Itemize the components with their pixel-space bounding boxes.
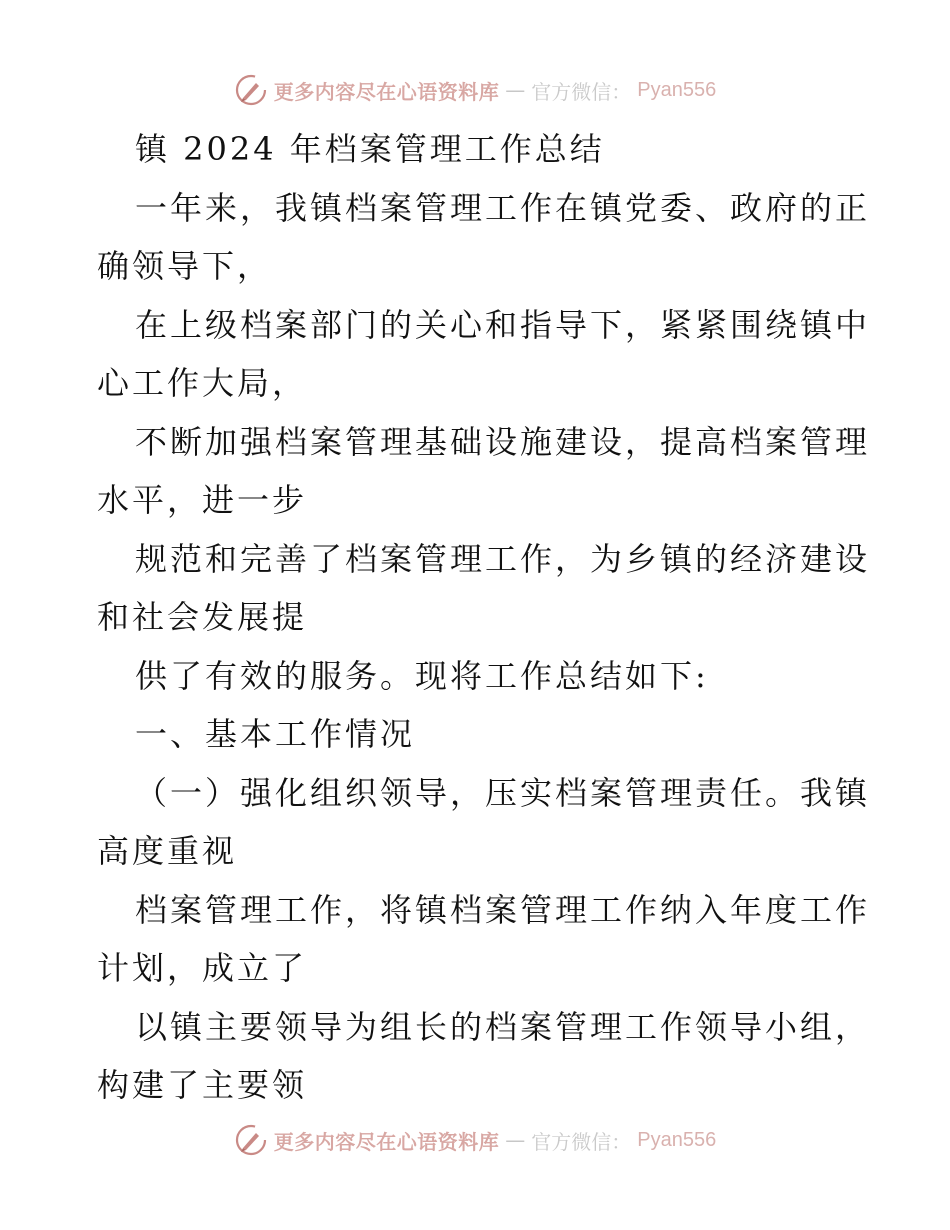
paragraph-line: 一年来，我镇档案管理工作在镇党委、政府的正 bbox=[135, 188, 871, 227]
footer-wechat-label: 官方微信： bbox=[531, 1129, 632, 1154]
document-body bbox=[97, 120, 871, 1115]
paragraph-line: 档案管理工作，将镇档案管理工作纳入年度工作 bbox=[135, 890, 871, 929]
header-banner bbox=[0, 70, 950, 110]
pen-logo-icon bbox=[234, 1123, 268, 1157]
header-wechat-id: Pyan556 bbox=[637, 78, 717, 101]
header-banner-separator: — bbox=[505, 78, 526, 102]
paragraph-line: 构建了主要领 bbox=[97, 1066, 308, 1104]
footer-banner-text: 更多内容尽在心语资料库 bbox=[273, 1129, 500, 1154]
section-heading: 一、基本工作情况 bbox=[135, 715, 416, 753]
pen-logo-icon bbox=[234, 73, 268, 107]
paragraph-line: 在上级档案部门的关心和指导下，紧紧围绕镇中 bbox=[135, 305, 871, 344]
paragraph-line: 心工作大局， bbox=[97, 364, 308, 402]
paragraph-line: 确领导下， bbox=[97, 247, 273, 285]
paragraph-line: 计划，成立了 bbox=[97, 949, 308, 987]
paragraph-line: 高度重视 bbox=[97, 832, 238, 870]
paragraph-line: 以镇主要领导为组长的档案管理工作领导小组， bbox=[135, 1007, 871, 1046]
paragraph-line: 供了有效的服务。现将工作总结如下: bbox=[135, 656, 709, 695]
header-banner-text: 更多内容尽在心语资料库 bbox=[273, 79, 500, 104]
footer-wechat-id: Pyan556 bbox=[637, 1128, 717, 1151]
header-wechat-label: 官方微信： bbox=[531, 79, 632, 104]
header-banner-content bbox=[234, 73, 716, 107]
footer-banner bbox=[0, 1120, 950, 1160]
footer-banner-content bbox=[234, 1123, 716, 1157]
document-title: 镇 2024 年档案管理工作总结 bbox=[135, 130, 605, 168]
paragraph-line: （一）强化组织领导，压实档案管理责任。我镇 bbox=[135, 773, 871, 812]
paragraph-line: 水平，进一步 bbox=[97, 481, 308, 519]
footer-banner-separator: — bbox=[505, 1128, 526, 1152]
paragraph-line: 规范和完善了档案管理工作，为乡镇的经济建设 bbox=[135, 539, 871, 578]
paragraph-line: 和社会发展提 bbox=[97, 598, 308, 636]
paragraph-line: 不断加强档案管理基础设施建设，提高档案管理 bbox=[135, 422, 871, 461]
